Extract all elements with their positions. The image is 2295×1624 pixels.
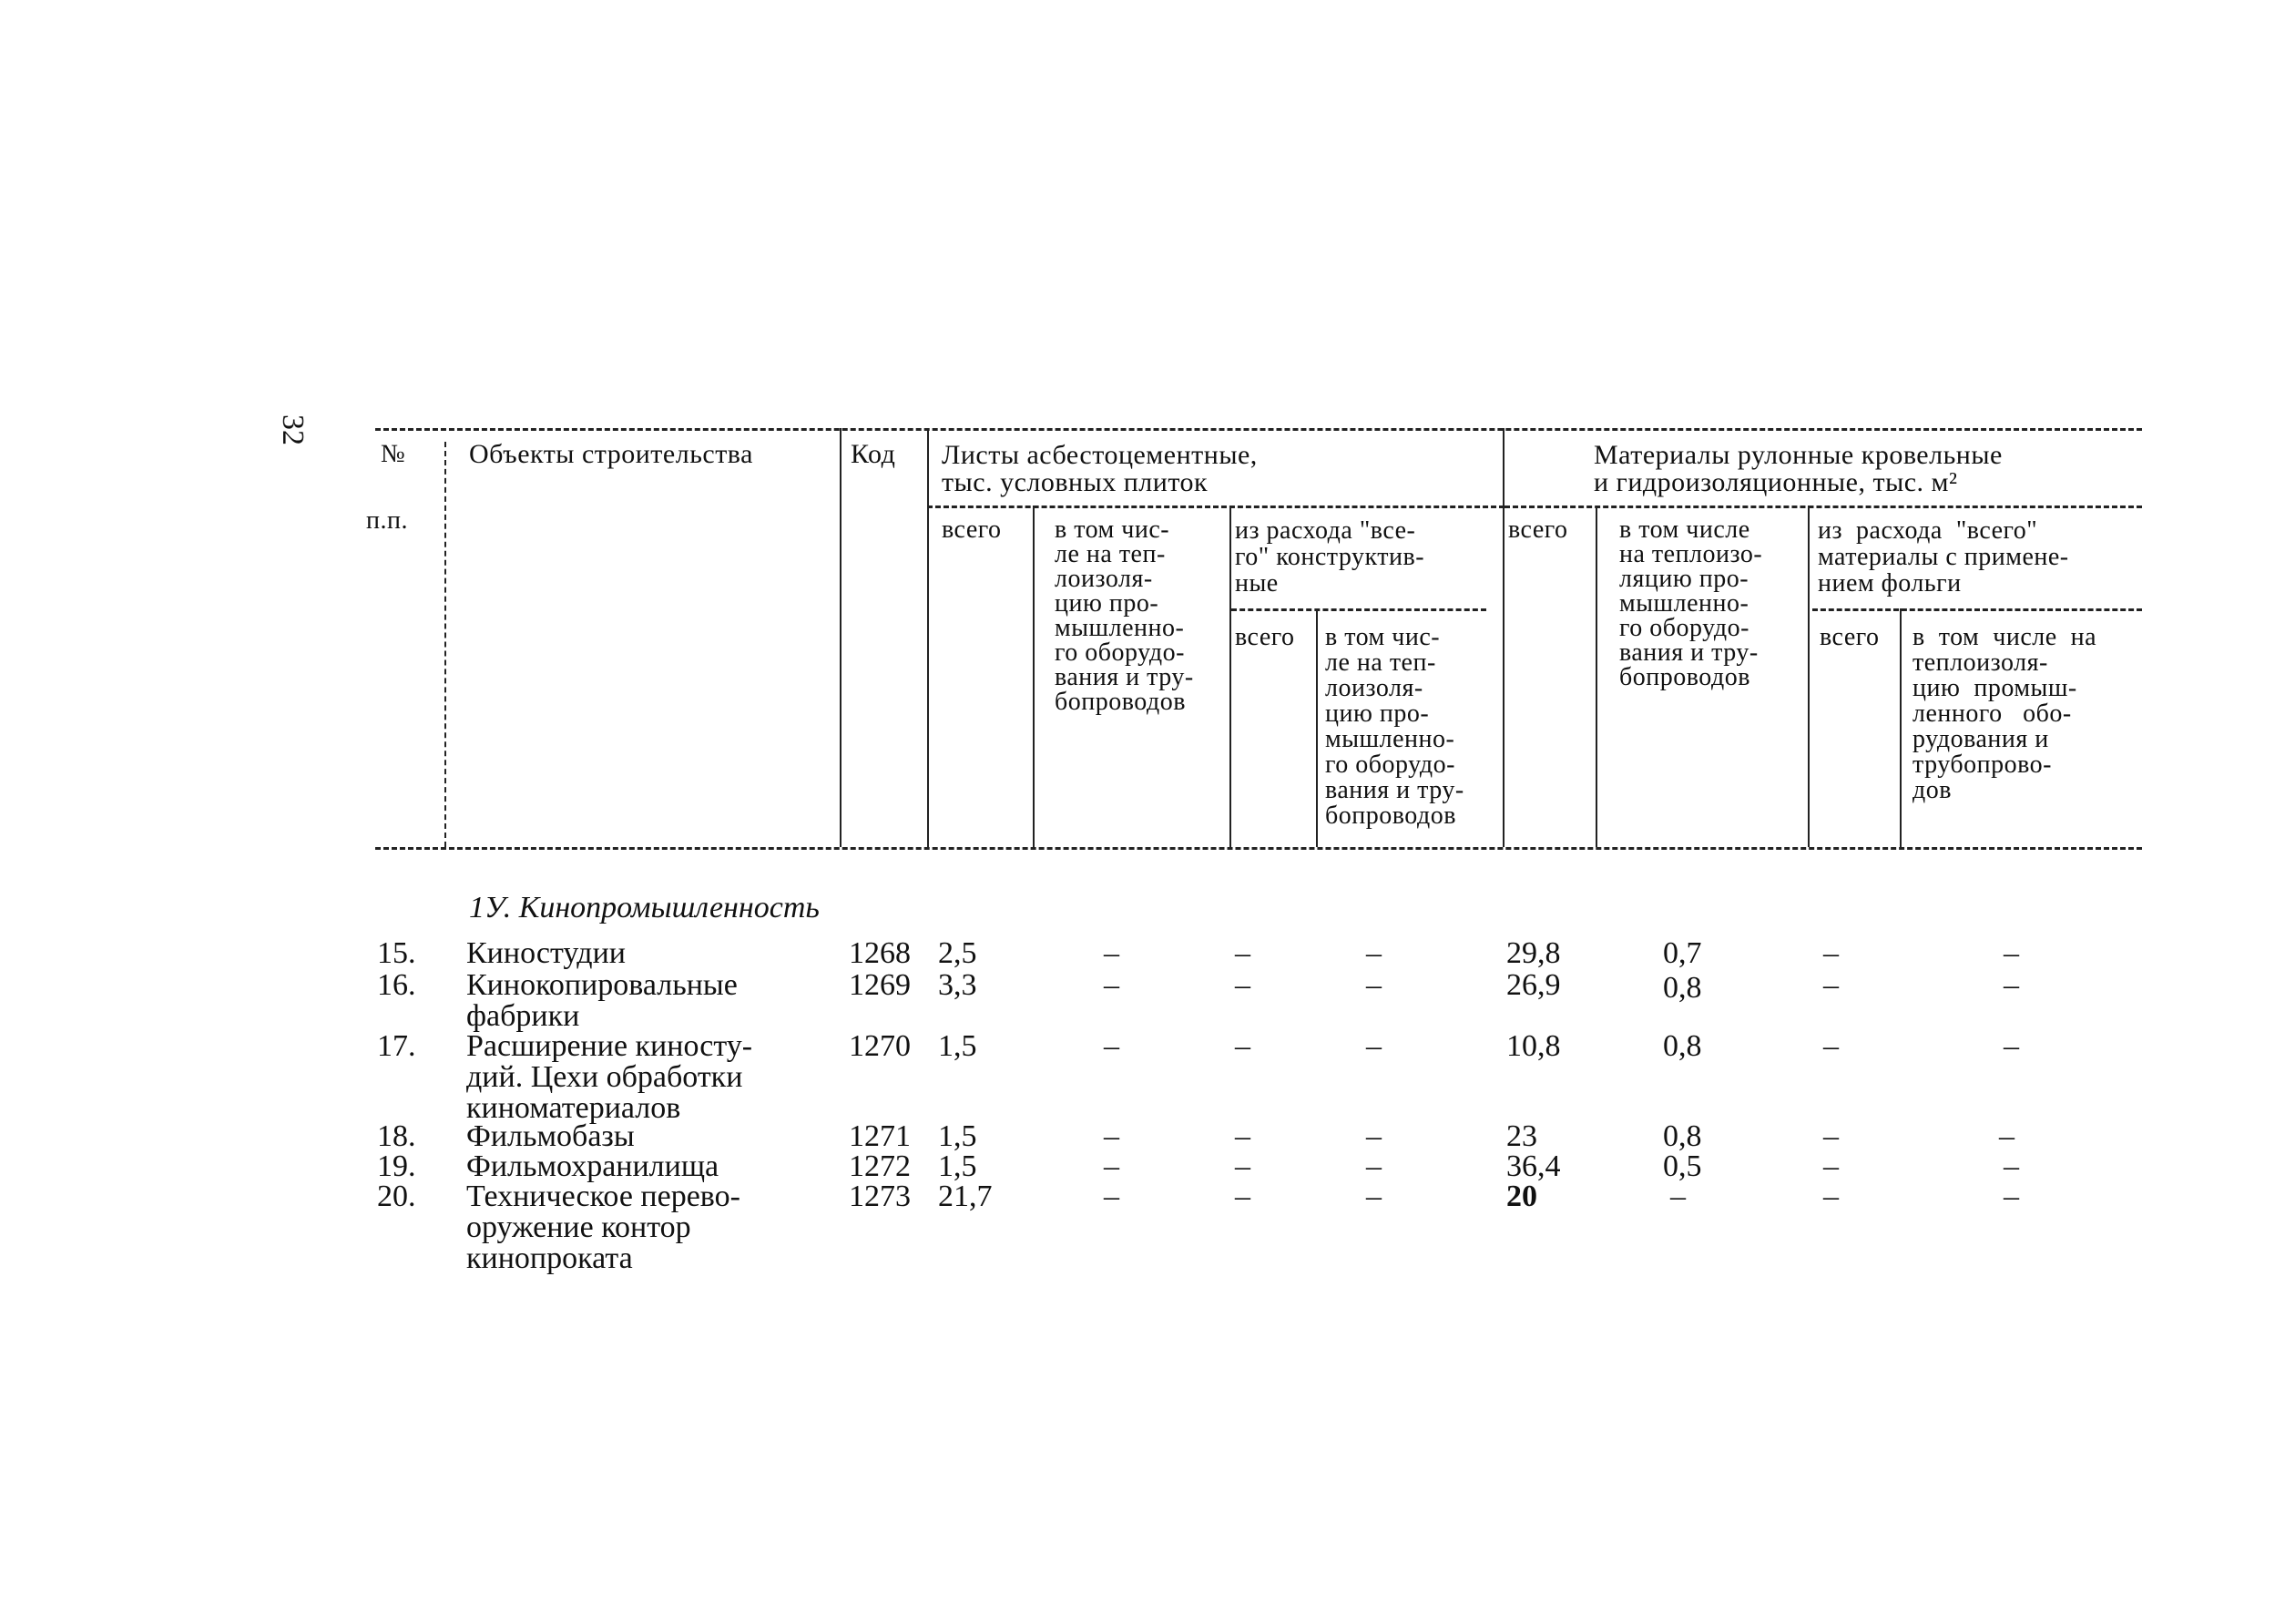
row-foil-incl: – [2004,936,2019,970]
row-asb-incl: – [1104,936,1119,970]
row-object-name: Расширение киносту- дий. Цехи обработки киноматериалов [466,1029,753,1125]
row-roll-total: 36,4 [1506,1149,1561,1183]
row-code: 1270 [849,1029,911,1063]
row-object-name: Фильмохранилища [466,1149,719,1183]
subheader-rule-roll [1504,506,2142,508]
page-number: 32 [276,414,310,445]
header-roll-foil-incl: в том числе на теплоизоля- цию промыш- ленного обо- рудования и трубопрово- дов [1912,623,2097,804]
row-asb-incl: – [1104,1180,1119,1213]
col-divider-foil-total [1900,608,1902,847]
row-roll-incl: 0,7 [1663,936,1702,970]
header-roll-foil-total: всего [1820,623,1880,651]
row-object-name: Киностудии [466,936,626,970]
col-divider-constr-total [1316,608,1318,847]
row-code: 1271 [849,1119,911,1153]
col-divider-code [927,428,929,847]
row-roll-incl: 0,5 [1663,1149,1702,1183]
row-constr-incl: – [1366,1119,1382,1153]
header-asb-incl: в том чис- ле на теп- лоизоля- цию про- мышленно- го оборудо- вания и тру- бопроводов [1055,516,1194,716]
row-asb-incl: – [1104,1029,1119,1063]
row-asb-total: 1,5 [938,1119,977,1153]
row-roll-total: 29,8 [1506,936,1561,970]
col-divider-roll-total [1596,506,1597,847]
row-asb-incl: – [1104,1149,1119,1183]
row-roll-total: 20 [1506,1180,1537,1213]
row-constr-total: – [1235,968,1250,1002]
row-asb-incl: – [1104,968,1119,1002]
header-bottom-rule [375,847,2142,850]
row-constr-total: – [1235,1180,1250,1213]
header-top-rule [375,428,2142,431]
row-constr-incl: – [1366,968,1382,1002]
row-foil-incl: – [2004,1149,2019,1183]
row-code: 1269 [849,968,911,1002]
row-number: 17. [377,1029,416,1063]
header-asb-total: всего [942,516,1002,544]
header-roll-incl: в том числе на теплоизо- ляцию про- мышленно- го оборудо- вания и тру- бопроводов [1619,516,1763,691]
row-foil-incl: – [1999,1119,2014,1153]
row-object-name: Фильмобазы [466,1119,635,1153]
header-roll-group: Материалы рулонные кровельные и гидроизоляционные, тыс. м² [1594,440,2003,497]
header-asbestos-group: Листы асбестоцементные, тыс. условных плиток [942,440,1258,497]
row-roll-total: 23 [1506,1119,1537,1153]
row-code: 1272 [849,1149,911,1183]
header-code: Код [851,439,896,469]
header-asb-constr-total: всего [1235,623,1295,651]
row-constr-total: – [1235,1149,1250,1183]
header-objects: Объекты строительства [469,439,753,469]
row-roll-total: 10,8 [1506,1029,1561,1063]
col-divider-asb-incl [1229,506,1231,847]
row-foil-total: – [1823,936,1839,970]
header-roll-foil: из расхода "всего" материалы с примене- нием фольги [1818,516,2069,598]
row-number: 15. [377,936,416,970]
row-constr-total: – [1235,936,1250,970]
col-divider-no [444,442,446,847]
row-constr-total: – [1235,1029,1250,1063]
row-roll-incl: – [1670,1180,1686,1213]
row-constr-incl: – [1366,936,1382,970]
row-constr-incl: – [1366,1180,1382,1213]
row-constr-incl: – [1366,1029,1382,1063]
row-asb-total: 1,5 [938,1029,977,1063]
header-asb-constr: из расхода "все- го" конструктив- ные [1235,516,1425,598]
col-divider-objects [840,428,842,847]
header-asb-constr-incl: в том чис- ле на теп- лоизоля- цию про- мышленно- го оборудо- вания и тру- бопроводов [1325,623,1464,830]
col-divider-asb-total [1033,506,1035,847]
header-pp: п.п. [366,506,408,535]
section-title: 1У. Кинопромышленность [469,891,820,924]
row-asb-total: 1,5 [938,1149,977,1183]
row-foil-total: – [1823,968,1839,1002]
row-constr-incl: – [1366,1149,1382,1183]
row-roll-total: 26,9 [1506,968,1561,1002]
row-constr-total: – [1235,1119,1250,1153]
row-asb-incl: – [1104,1119,1119,1153]
row-object-name: Кинокопировальные фабрики [466,968,738,1033]
row-code: 1268 [849,936,911,970]
header-no: № [381,440,406,468]
row-foil-total: – [1823,1180,1839,1213]
col-divider-roll-incl [1808,506,1810,847]
row-foil-incl: – [2004,1029,2019,1063]
row-roll-incl: 0,8 [1663,1119,1702,1153]
row-asb-total: 21,7 [938,1180,993,1213]
row-foil-incl: – [2004,968,2019,1002]
row-number: 16. [377,968,416,1002]
row-foil-total: – [1823,1149,1839,1183]
row-number: 18. [377,1119,416,1153]
row-asb-total: 2,5 [938,936,977,970]
row-number: 19. [377,1149,416,1183]
row-asb-total: 3,3 [938,968,977,1002]
row-foil-total: – [1823,1119,1839,1153]
foil-split-rule [1812,608,2142,611]
row-object-name: Техническое перево- оружение контор кинопроката [466,1180,740,1275]
row-roll-incl: 0,8 [1663,1029,1702,1063]
row-foil-incl: – [2004,1180,2019,1213]
header-roll-total: всего [1508,516,1568,544]
constr-split-rule [1231,608,1486,611]
col-divider-asbestos-group [1503,428,1504,847]
row-foil-total: – [1823,1029,1839,1063]
row-code: 1273 [849,1180,911,1213]
subheader-rule-asbestos [927,506,1504,508]
row-number: 20. [377,1180,416,1213]
row-roll-incl: 0,8 [1663,971,1702,1005]
